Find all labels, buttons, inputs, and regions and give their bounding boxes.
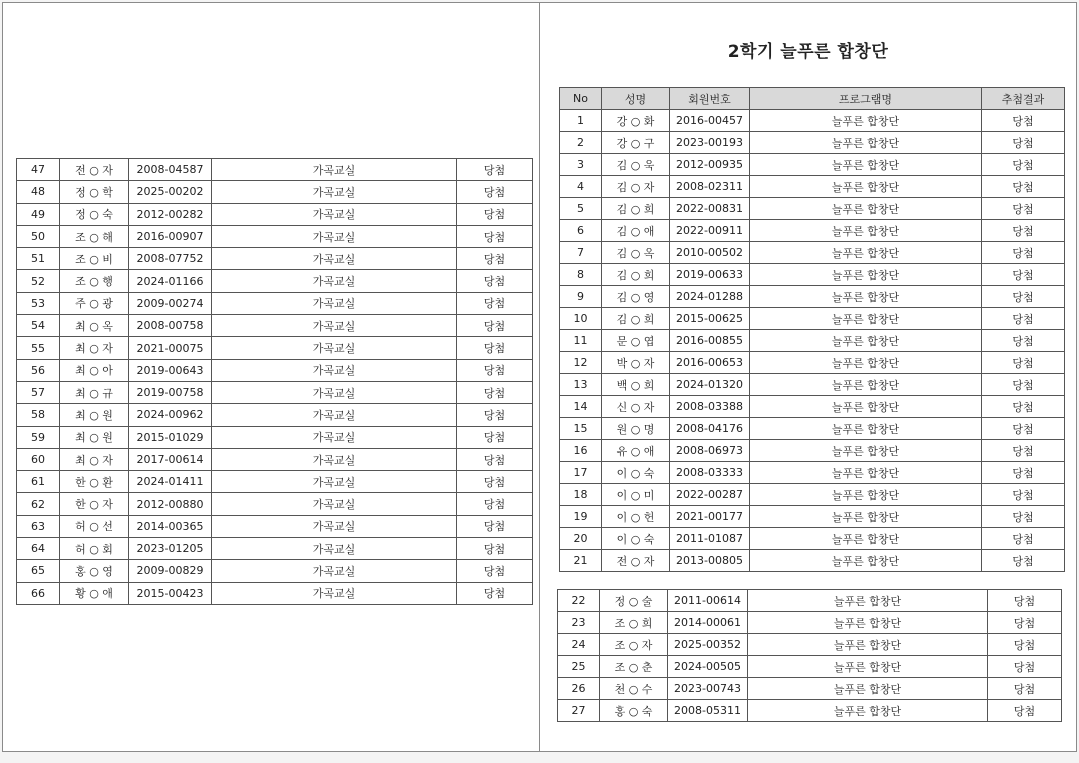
cell-no: 2 <box>560 132 602 154</box>
cell-result: 당첨 <box>988 634 1062 656</box>
cell-name: 허 ○ 회 <box>60 538 129 560</box>
table-row <box>560 220 1065 242</box>
cell-member-id: 2008-07752 <box>129 248 212 270</box>
cell-result: 당첨 <box>982 198 1065 220</box>
cell-program: 늘푸른 합창단 <box>750 286 982 308</box>
cell-member-id: 2025-00202 <box>129 181 212 203</box>
cell-name: 김 ○ 희 <box>602 308 670 330</box>
cell-result: 당첨 <box>988 590 1062 612</box>
table-row <box>560 506 1065 528</box>
cell-member-id: 2015-00423 <box>129 582 212 604</box>
table-row <box>17 471 533 493</box>
cell-no: 24 <box>558 634 600 656</box>
page-title: 2학기 늘푸른 합창단 <box>727 42 889 62</box>
cell-name: 백 ○ 희 <box>602 374 670 396</box>
cell-no: 57 <box>17 381 60 403</box>
cell-result: 당첨 <box>982 440 1065 462</box>
cell-result: 당첨 <box>982 374 1065 396</box>
cell-program: 가곡교실 <box>212 159 457 181</box>
cell-member-id: 2024-01166 <box>129 270 212 292</box>
header-name: 성명 <box>602 88 670 110</box>
table-row <box>560 440 1065 462</box>
cell-member-id: 2008-05311 <box>668 700 748 722</box>
cell-no: 1 <box>560 110 602 132</box>
cell-no: 27 <box>558 700 600 722</box>
cell-no: 15 <box>560 418 602 440</box>
cell-name: 김 ○ 애 <box>602 220 670 242</box>
cell-result: 당첨 <box>457 337 533 359</box>
cell-result: 당첨 <box>982 418 1065 440</box>
cell-name: 황 ○ 애 <box>60 582 129 604</box>
cell-name: 홍 ○ 영 <box>60 560 129 582</box>
cell-program: 늘푸른 합창단 <box>748 634 988 656</box>
cell-name: 최 ○ 옥 <box>60 315 129 337</box>
cell-no: 4 <box>560 176 602 198</box>
cell-program: 가곡교실 <box>212 515 457 537</box>
cell-program: 늘푸른 합창단 <box>750 352 982 374</box>
cell-no: 55 <box>17 337 60 359</box>
cell-program: 늘푸른 합창단 <box>750 374 982 396</box>
cell-program: 가곡교실 <box>212 381 457 403</box>
table-row <box>17 203 533 225</box>
cell-member-id: 2012-00880 <box>129 493 212 515</box>
cell-no: 25 <box>558 656 600 678</box>
cell-member-id: 2024-00962 <box>129 404 212 426</box>
cell-no: 50 <box>17 225 60 247</box>
cell-member-id: 2016-00457 <box>670 110 750 132</box>
cell-member-id: 2011-01087 <box>670 528 750 550</box>
cell-name: 원 ○ 명 <box>602 418 670 440</box>
cell-result: 당첨 <box>982 308 1065 330</box>
cell-name: 조 ○ 자 <box>600 634 668 656</box>
cell-result: 당첨 <box>988 700 1062 722</box>
table-row <box>560 396 1065 418</box>
cell-program: 늘푸른 합창단 <box>750 154 982 176</box>
cell-no: 18 <box>560 484 602 506</box>
cell-result: 당첨 <box>457 381 533 403</box>
cell-result: 당첨 <box>457 270 533 292</box>
cell-result: 당첨 <box>982 220 1065 242</box>
table-row <box>558 678 1062 700</box>
cell-program: 늘푸른 합창단 <box>750 330 982 352</box>
cell-result: 당첨 <box>457 181 533 203</box>
cell-name: 최 ○ 원 <box>60 404 129 426</box>
cell-no: 23 <box>558 612 600 634</box>
cell-result: 당첨 <box>982 396 1065 418</box>
cell-no: 7 <box>560 242 602 264</box>
cell-result: 당첨 <box>982 176 1065 198</box>
cell-program: 가곡교실 <box>212 203 457 225</box>
cell-name: 정 ○ 학 <box>60 181 129 203</box>
cell-name: 김 ○ 희 <box>602 264 670 286</box>
cell-member-id: 2023-00193 <box>670 132 750 154</box>
table-row <box>560 528 1065 550</box>
cell-program: 가곡교실 <box>212 426 457 448</box>
cell-no: 58 <box>17 404 60 426</box>
cell-name: 이 ○ 미 <box>602 484 670 506</box>
cell-result: 당첨 <box>988 656 1062 678</box>
cell-result: 당첨 <box>457 359 533 381</box>
cell-name: 한 ○ 자 <box>60 493 129 515</box>
table-row <box>558 656 1062 678</box>
cell-name: 최 ○ 아 <box>60 359 129 381</box>
table-row <box>560 550 1065 572</box>
cell-member-id: 2014-00365 <box>129 515 212 537</box>
cell-name: 한 ○ 환 <box>60 471 129 493</box>
cell-no: 9 <box>560 286 602 308</box>
cell-name: 김 ○ 옥 <box>602 242 670 264</box>
cell-member-id: 2008-00758 <box>129 315 212 337</box>
table-row <box>17 448 533 470</box>
cell-result: 당첨 <box>457 248 533 270</box>
cell-program: 늘푸른 합창단 <box>750 550 982 572</box>
cell-member-id: 2023-01205 <box>129 538 212 560</box>
cell-no: 54 <box>17 315 60 337</box>
cell-name: 정 ○ 숙 <box>60 203 129 225</box>
cell-program: 늘푸른 합창단 <box>750 110 982 132</box>
table-row <box>17 225 533 247</box>
cell-name: 김 ○ 희 <box>602 198 670 220</box>
table-row <box>17 381 533 403</box>
cell-result: 당첨 <box>457 426 533 448</box>
table-row <box>558 590 1062 612</box>
table-row <box>560 462 1065 484</box>
cell-result: 당첨 <box>982 286 1065 308</box>
table-row <box>560 352 1065 374</box>
cell-no: 56 <box>17 359 60 381</box>
cell-program: 늘푸른 합창단 <box>748 612 988 634</box>
cell-program: 가곡교실 <box>212 448 457 470</box>
table-row <box>17 426 533 448</box>
cell-program: 늘푸른 합창단 <box>750 308 982 330</box>
cell-member-id: 2024-00505 <box>668 656 748 678</box>
cell-program: 가곡교실 <box>212 560 457 582</box>
cell-name: 조 ○ 희 <box>600 612 668 634</box>
cell-program: 늘푸른 합창단 <box>750 396 982 418</box>
cell-no: 16 <box>560 440 602 462</box>
cell-no: 17 <box>560 462 602 484</box>
cell-name: 최 ○ 자 <box>60 448 129 470</box>
table-row <box>560 484 1065 506</box>
cell-result: 당첨 <box>982 550 1065 572</box>
cell-result: 당첨 <box>457 159 533 181</box>
header-program: 프로그램명 <box>750 88 982 110</box>
cell-name: 신 ○ 자 <box>602 396 670 418</box>
cell-result: 당첨 <box>457 471 533 493</box>
table-row <box>17 359 533 381</box>
cell-no: 51 <box>17 248 60 270</box>
table-row <box>17 292 533 314</box>
header-result: 추첨결과 <box>982 88 1065 110</box>
cell-result: 당첨 <box>982 132 1065 154</box>
cell-program: 늘푸른 합창단 <box>750 440 982 462</box>
cell-result: 당첨 <box>457 493 533 515</box>
cell-member-id: 2019-00633 <box>670 264 750 286</box>
table-row <box>560 374 1065 396</box>
cell-no: 14 <box>560 396 602 418</box>
cell-name: 문 ○ 엽 <box>602 330 670 352</box>
cell-result: 당첨 <box>982 528 1065 550</box>
cell-no: 53 <box>17 292 60 314</box>
cell-no: 6 <box>560 220 602 242</box>
cell-member-id: 2015-01029 <box>129 426 212 448</box>
cell-name: 최 ○ 원 <box>60 426 129 448</box>
cell-member-id: 2021-00075 <box>129 337 212 359</box>
cell-member-id: 2008-03333 <box>670 462 750 484</box>
cell-result: 당첨 <box>982 110 1065 132</box>
cell-no: 20 <box>560 528 602 550</box>
cell-program: 늘푸른 합창단 <box>750 528 982 550</box>
cell-no: 21 <box>560 550 602 572</box>
cell-program: 가곡교실 <box>212 270 457 292</box>
cell-program: 가곡교실 <box>212 248 457 270</box>
right-results-table <box>559 87 1065 572</box>
cell-program: 가곡교실 <box>212 225 457 247</box>
cell-program: 가곡교실 <box>212 359 457 381</box>
table-row <box>17 404 533 426</box>
cell-name: 주 ○ 광 <box>60 292 129 314</box>
table-row <box>17 515 533 537</box>
table-row <box>560 132 1065 154</box>
cell-member-id: 2008-04587 <box>129 159 212 181</box>
cell-program: 늘푸른 합창단 <box>750 462 982 484</box>
cell-program: 늘푸른 합창단 <box>750 176 982 198</box>
cell-member-id: 2024-01411 <box>129 471 212 493</box>
cell-result: 당첨 <box>988 612 1062 634</box>
cell-member-id: 2008-03388 <box>670 396 750 418</box>
table-row <box>560 198 1065 220</box>
cell-no: 19 <box>560 506 602 528</box>
cell-member-id: 2024-01320 <box>670 374 750 396</box>
cell-no: 65 <box>17 560 60 582</box>
cell-program: 늘푸른 합창단 <box>750 242 982 264</box>
table-row <box>17 315 533 337</box>
cell-result: 당첨 <box>457 404 533 426</box>
cell-program: 가곡교실 <box>212 538 457 560</box>
cell-name: 이 ○ 숙 <box>602 528 670 550</box>
table-row <box>560 418 1065 440</box>
cell-program: 늘푸른 합창단 <box>748 590 988 612</box>
cell-name: 조 ○ 해 <box>60 225 129 247</box>
table-row <box>17 538 533 560</box>
cell-member-id: 2024-01288 <box>670 286 750 308</box>
cell-name: 조 ○ 행 <box>60 270 129 292</box>
cell-program: 가곡교실 <box>212 292 457 314</box>
cell-member-id: 2019-00643 <box>129 359 212 381</box>
cell-program: 늘푸른 합창단 <box>750 132 982 154</box>
cell-no: 10 <box>560 308 602 330</box>
table-row <box>17 270 533 292</box>
cell-member-id: 2012-00935 <box>670 154 750 176</box>
table-row <box>17 159 533 181</box>
cell-member-id: 2022-00287 <box>670 484 750 506</box>
cell-no: 63 <box>17 515 60 537</box>
table-row <box>17 248 533 270</box>
table-header-row <box>560 88 1065 110</box>
cell-result: 당첨 <box>982 484 1065 506</box>
cell-program: 가곡교실 <box>212 181 457 203</box>
cell-member-id: 2025-00352 <box>668 634 748 656</box>
table-row <box>560 330 1065 352</box>
table-row <box>560 308 1065 330</box>
cell-member-id: 2011-00614 <box>668 590 748 612</box>
cell-result: 당첨 <box>457 448 533 470</box>
cell-no: 5 <box>560 198 602 220</box>
cell-name: 최 ○ 자 <box>60 337 129 359</box>
cell-program: 가곡교실 <box>212 471 457 493</box>
right-page <box>539 2 1077 752</box>
cell-member-id: 2012-00282 <box>129 203 212 225</box>
cell-no: 47 <box>17 159 60 181</box>
cell-result: 당첨 <box>457 203 533 225</box>
left-page <box>2 2 540 752</box>
cell-result: 당첨 <box>982 330 1065 352</box>
cell-no: 12 <box>560 352 602 374</box>
cell-program: 가곡교실 <box>212 582 457 604</box>
cell-name: 허 ○ 선 <box>60 515 129 537</box>
table-row <box>560 154 1065 176</box>
cell-program: 늘푸른 합창단 <box>748 700 988 722</box>
cell-member-id: 2016-00653 <box>670 352 750 374</box>
cell-result: 당첨 <box>457 315 533 337</box>
cell-no: 61 <box>17 471 60 493</box>
table-row <box>558 612 1062 634</box>
cell-program: 늘푸른 합창단 <box>750 264 982 286</box>
table-row <box>558 700 1062 722</box>
cell-program: 늘푸른 합창단 <box>750 198 982 220</box>
cell-result: 당첨 <box>982 264 1065 286</box>
cell-program: 늘푸른 합창단 <box>750 506 982 528</box>
cell-member-id: 2013-00805 <box>670 550 750 572</box>
table-row <box>560 264 1065 286</box>
table-row <box>560 110 1065 132</box>
table-row <box>17 493 533 515</box>
cell-no: 52 <box>17 270 60 292</box>
cell-no: 66 <box>17 582 60 604</box>
cell-member-id: 2022-00911 <box>670 220 750 242</box>
cell-result: 당첨 <box>982 154 1065 176</box>
cell-no: 62 <box>17 493 60 515</box>
header-member-id: 회원번호 <box>670 88 750 110</box>
left-results-table <box>16 158 533 605</box>
cell-no: 3 <box>560 154 602 176</box>
continued-results-table <box>557 589 1062 722</box>
cell-result: 당첨 <box>457 538 533 560</box>
cell-member-id: 2023-00743 <box>668 678 748 700</box>
cell-result: 당첨 <box>988 678 1062 700</box>
table-row <box>17 181 533 203</box>
cell-program: 늘푸른 합창단 <box>750 418 982 440</box>
cell-name: 조 ○ 비 <box>60 248 129 270</box>
cell-member-id: 2010-00502 <box>670 242 750 264</box>
cell-result: 당첨 <box>457 225 533 247</box>
cell-no: 64 <box>17 538 60 560</box>
cell-member-id: 2009-00829 <box>129 560 212 582</box>
cell-member-id: 2009-00274 <box>129 292 212 314</box>
cell-no: 59 <box>17 426 60 448</box>
cell-name: 전 ○ 자 <box>60 159 129 181</box>
cell-member-id: 2008-06973 <box>670 440 750 462</box>
cell-name: 강 ○ 화 <box>602 110 670 132</box>
cell-program: 가곡교실 <box>212 493 457 515</box>
cell-no: 60 <box>17 448 60 470</box>
cell-name: 최 ○ 규 <box>60 381 129 403</box>
table-row <box>17 582 533 604</box>
cell-result: 당첨 <box>982 352 1065 374</box>
cell-program: 가곡교실 <box>212 315 457 337</box>
cell-no: 11 <box>560 330 602 352</box>
cell-name: 김 ○ 자 <box>602 176 670 198</box>
cell-no: 26 <box>558 678 600 700</box>
cell-member-id: 2019-00758 <box>129 381 212 403</box>
cell-name: 강 ○ 구 <box>602 132 670 154</box>
cell-result: 당첨 <box>457 292 533 314</box>
cell-result: 당첨 <box>982 242 1065 264</box>
cell-member-id: 2008-02311 <box>670 176 750 198</box>
cell-name: 김 ○ 영 <box>602 286 670 308</box>
cell-member-id: 2022-00831 <box>670 198 750 220</box>
cell-name: 이 ○ 숙 <box>602 462 670 484</box>
cell-member-id: 2015-00625 <box>670 308 750 330</box>
cell-name: 유 ○ 애 <box>602 440 670 462</box>
cell-member-id: 2014-00061 <box>668 612 748 634</box>
table-row <box>560 176 1065 198</box>
cell-result: 당첨 <box>982 506 1065 528</box>
cell-program: 늘푸른 합창단 <box>750 484 982 506</box>
cell-no: 13 <box>560 374 602 396</box>
header-no: No <box>560 88 602 110</box>
table-row <box>17 337 533 359</box>
cell-result: 당첨 <box>982 462 1065 484</box>
cell-program: 늘푸른 합창단 <box>748 678 988 700</box>
cell-result: 당첨 <box>457 582 533 604</box>
cell-name: 천 ○ 수 <box>600 678 668 700</box>
cell-member-id: 2017-00614 <box>129 448 212 470</box>
cell-no: 48 <box>17 181 60 203</box>
cell-program: 늘푸른 합창단 <box>748 656 988 678</box>
cell-program: 가곡교실 <box>212 404 457 426</box>
table-row <box>17 560 533 582</box>
cell-program: 늘푸른 합창단 <box>750 220 982 242</box>
cell-name: 전 ○ 자 <box>602 550 670 572</box>
cell-member-id: 2008-04176 <box>670 418 750 440</box>
cell-name: 박 ○ 자 <box>602 352 670 374</box>
cell-name: 정 ○ 술 <box>600 590 668 612</box>
table-row <box>560 286 1065 308</box>
cell-name: 이 ○ 헌 <box>602 506 670 528</box>
cell-result: 당첨 <box>457 560 533 582</box>
cell-no: 8 <box>560 264 602 286</box>
cell-program: 가곡교실 <box>212 337 457 359</box>
table-row <box>560 242 1065 264</box>
cell-name: 김 ○ 욱 <box>602 154 670 176</box>
cell-member-id: 2021-00177 <box>670 506 750 528</box>
cell-member-id: 2016-00907 <box>129 225 212 247</box>
cell-name: 조 ○ 춘 <box>600 656 668 678</box>
cell-result: 당첨 <box>457 515 533 537</box>
table-row <box>558 634 1062 656</box>
cell-member-id: 2016-00855 <box>670 330 750 352</box>
cell-no: 49 <box>17 203 60 225</box>
cell-name: 홍 ○ 숙 <box>600 700 668 722</box>
cell-no: 22 <box>558 590 600 612</box>
